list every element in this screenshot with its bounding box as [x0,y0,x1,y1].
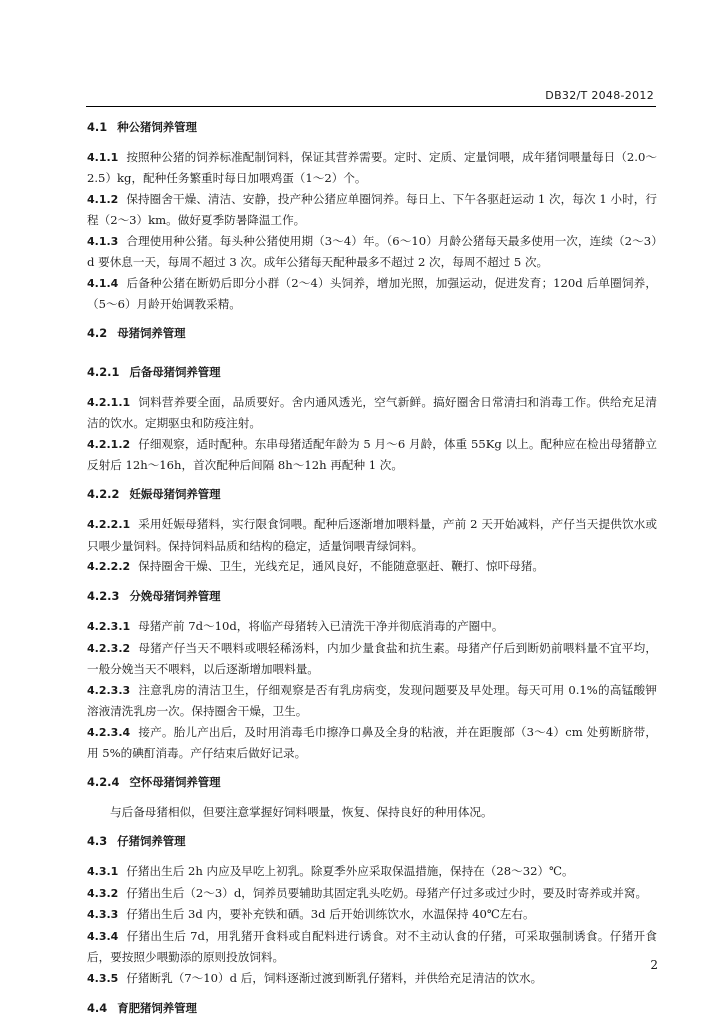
clause-text: 保持圈舍干燥、清洁、安静，投产种公猪应单圈饲养。每日上、下午各驱赶运动 1 次，每次 1 小时，行程（2～3）km。做好夏季防暑降温工作。 [87,191,657,227]
clause-paragraph [87,968,657,990]
section-number: 4.2.3 [87,589,120,603]
document-body [87,108,657,1028]
clause-number: 4.1.1 [87,150,119,164]
section-number: 4.2.2 [87,487,120,501]
section-heading [87,831,657,852]
section-heading [87,323,657,344]
clause-text: 仔猪断乳（7～10）d 后，饲料逐渐过渡到断乳仔猪料，并供给充足清洁的饮水。 [126,970,543,985]
clause-text: 仔猪出生后 3d 内，要补充铁和硒。3d 后开始训练饮水，水温保持 40℃左右。 [126,907,535,921]
clause-number: 4.1.2 [87,192,119,206]
section-number: 4.2.4 [87,775,120,789]
section-number: 4.3 [87,834,108,848]
section-heading [87,772,657,793]
header-rule [86,106,656,107]
clause-number: 4.2.1.2 [87,437,131,451]
clause-paragraph [87,926,657,968]
section-title: 分娩母猪饲养管理 [129,589,221,603]
section-title: 种公猪饲养管理 [117,119,197,134]
clause-text: 注意乳房的清洁卫生，仔细观察是否有乳房病变，发现问题要及早处理。每天可用 0.1%的高锰酸钾溶液清洗乳房一次。保持圈舍干燥，卫生。 [87,682,657,718]
page-number: 2 [650,958,658,972]
section-gap [87,506,657,515]
section-title: 妊娠母猪饲养管理 [129,487,221,501]
section-gap [87,823,657,832]
clause-paragraph [87,638,657,680]
clause-paragraph [87,514,657,556]
section-gap [87,138,657,147]
clause-paragraph [87,904,657,926]
section-heading [87,586,657,607]
clause-text: 仔细观察，适时配种。东串母猪适配年龄为 5 月～6 月龄，体重 55Kg 以上。配种应在检出母猪静立反射后 12h～16h，首次配种后间隔 8h～12h 再配种 1 次。 [87,436,657,472]
section-gap [87,345,657,354]
clause-text: 合理使用种公猪。每头种公猪使用期（3～4）年。（6～10）月龄公猪每天最多使用一次，连续（2～3）d 要休息一天，每周不超过 3 次。成年公猪每天配种最多不超过 2 次，每周不超过 5 次。 [87,233,657,269]
section-number: 4.2.1 [87,364,120,379]
clause-paragraph [87,392,657,434]
clause-number: 4.3.2 [87,886,119,900]
clause-text: 仔猪出生后（2～3）d，饲养员要辅助其固定乳头吃奶。母猪产仔过多或过少时，要及时寄养或并窝。 [126,885,648,900]
clause-paragraph [87,273,657,315]
clause-number: 4.3.1 [87,865,119,878]
section-gap [87,989,657,998]
clause-text: 仔猪出生后 2h 内应及早吃上初乳。除夏季外应采取保温措施，保持在（28～32）℃。 [126,864,574,878]
standard-code: DB32/T 2048-2012 [545,89,654,102]
clause-paragraph [87,883,657,905]
clause-number: 4.1.3 [87,234,119,248]
section-title: 母猪饲养管理 [117,326,186,340]
section-title: 后备母猪饲养管理 [129,364,221,379]
clause-number: 4.3.4 [87,929,119,943]
section-number: 4.1 [87,119,108,134]
section-gap [87,315,657,324]
clause-number: 4.2.2.2 [87,560,131,573]
clause-number: 4.2.3.2 [87,641,131,655]
section-number: 4.2 [87,326,108,340]
section-title: 空怀母猪饲养管理 [129,775,221,789]
clause-paragraph [87,722,657,764]
plain-paragraph: 与后备母猪相似，但要注意掌握好饲料喂量，恢复、保持良好的种用体况。 [110,805,493,819]
section-gap [87,853,657,862]
clause-text: 保持圈舍干燥、卫生，光线充足，通风良好，不能随意驱赶、鞭打、惊吓母猪。 [138,559,544,573]
clause-paragraph [87,616,657,638]
clause-text: 母猪产仔当天不喂料或喂轻稀汤料，内加少量食盐和抗生素。母猪产仔后到断奶前喂料量不宜平均，一般分娩当天不喂料，以后逐渐增加喂料量。 [87,640,657,676]
section-gap [87,353,657,362]
clause-text: 饲料营养要全面，品质要好。舍内通风透光，空气新鲜。搞好圈舍日常清扫和消毒工作。供给充足清洁的饮水。定期驱虫和防疫注射。 [87,394,657,430]
section-gap [87,1019,657,1028]
clause-paragraph [87,189,657,231]
clause-text: 按照种公猪的饲养标准配制饲料，保证其营养需要。定时、定质、定量饲喂，成年猪饲喂量每日（2.0～2.5）kg，配种任务繁重时每日加喂鸡蛋（1～2）个。 [87,149,657,185]
clause-paragraph [87,434,657,476]
section-gap [87,108,657,117]
clause-number: 4.3.5 [87,971,119,985]
clause-text: 接产。胎儿产出后，及时用消毒毛巾擦净口鼻及全身的粘液，并在距腹部（3～4）cm 处剪断脐带，用 5%的碘酊消毒。产仔结束后做好记录。 [87,724,657,760]
clause-number: 4.2.3.1 [87,620,131,633]
section-gap [87,794,657,803]
clause-text: 后备种公猪在断奶后即分小群（2～4）头饲养，增加光照，加强运动，促进发育；120d 后单圈饲养，（5～6）月龄开始调教采精。 [87,275,657,311]
clause-paragraph [87,147,657,189]
clause-text: 采用妊娠母猪料，实行限食饲喂。配种后逐渐增加喂料量，产前 2 天开始减料，产仔当天提供饮水或只喂少量饲料。保持饲料品质和结构的稳定，适量饲喂青绿饲料。 [87,517,657,553]
section-title: 育肥猪饲养管理 [117,1000,197,1015]
clause-paragraph [87,861,657,883]
clause-paragraph [87,680,657,722]
clause-text: 母猪产前 7d～10d，将临产母猪转入已清洗干净并彻底消毒的产圈中。 [138,619,504,633]
clause-paragraph [87,556,657,578]
section-heading [87,484,657,505]
clause-number: 4.2.1.1 [87,395,131,409]
section-heading [87,998,657,1019]
section-gap [87,764,657,773]
section-heading [87,362,657,383]
clause-number: 4.2.2.1 [87,518,131,531]
clause-number: 4.1.4 [87,276,119,290]
section-gap [87,383,657,392]
clause-number: 4.2.3.4 [87,725,131,739]
clause-paragraph [87,231,657,273]
section-title: 仔猪饲养管理 [117,834,186,848]
section-gap [87,608,657,617]
section-gap [87,578,657,587]
clause-number: 4.2.3.3 [87,683,131,697]
section-gap [87,476,657,485]
section-heading [87,117,657,138]
section-number: 4.4 [87,1000,108,1015]
clause-number: 4.3.3 [87,908,119,921]
clause-text: 仔猪出生后 7d，用乳猪开食料或自配料进行诱食。对不主动认食的仔猪，可采取强制诱食。仔猪开食后，要按照少喂勤添的原则投放饲料。 [87,928,657,964]
